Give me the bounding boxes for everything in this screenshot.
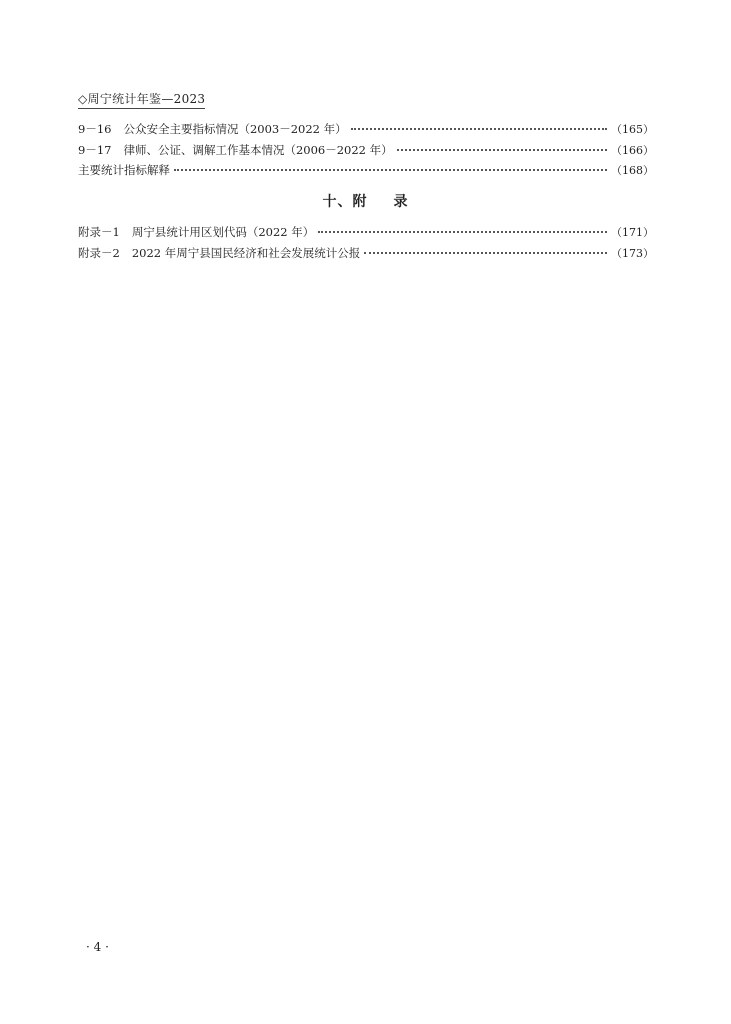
section-heading-part1: 十、附 [322, 194, 368, 210]
toc-entry-page: （168） [611, 164, 654, 177]
toc-entry-code: 9－16 [78, 122, 112, 136]
toc-entry-page: （166） [611, 144, 654, 157]
running-header: ◇周宁统计年鉴—2023 [78, 90, 205, 109]
toc-entry-code: 附录－2 [78, 246, 120, 260]
toc-entry-code: 附录－1 [78, 225, 120, 239]
leader-dots [397, 149, 607, 151]
toc-entry-9-17[interactable] [78, 142, 654, 160]
leader-dots [318, 231, 607, 233]
toc-entry-title: 主要统计指标解释 [78, 163, 170, 177]
toc-entry-appendix-1[interactable] [78, 224, 654, 242]
leader-dots [364, 252, 607, 254]
toc-entry-title: 周宁县统计用区划代码（2022 年） [131, 225, 315, 239]
toc-entry-page: （165） [611, 123, 654, 136]
page-number: · 4 · [86, 940, 109, 954]
toc-entry-title: 公众安全主要指标情况（2003－2022 年） [123, 122, 347, 136]
toc-entry-appendix-2[interactable] [78, 245, 654, 263]
toc-entry-page: （173） [611, 247, 654, 260]
leader-dots [351, 128, 607, 130]
toc-entry-title: 律师、公证、调解工作基本情况（2006－2022 年） [123, 143, 393, 157]
toc-entry-code: 9－17 [78, 143, 112, 157]
toc-entry-title: 2022 年周宁县国民经济和社会发展统计公报 [131, 246, 361, 260]
toc-entry-page: （171） [611, 226, 654, 239]
leader-dots [174, 169, 607, 171]
toc-entry-indicator-explanation[interactable] [78, 162, 654, 180]
section-heading-part2: 录 [393, 194, 409, 210]
section-heading [0, 191, 731, 211]
toc-entry-9-16[interactable] [78, 121, 654, 139]
